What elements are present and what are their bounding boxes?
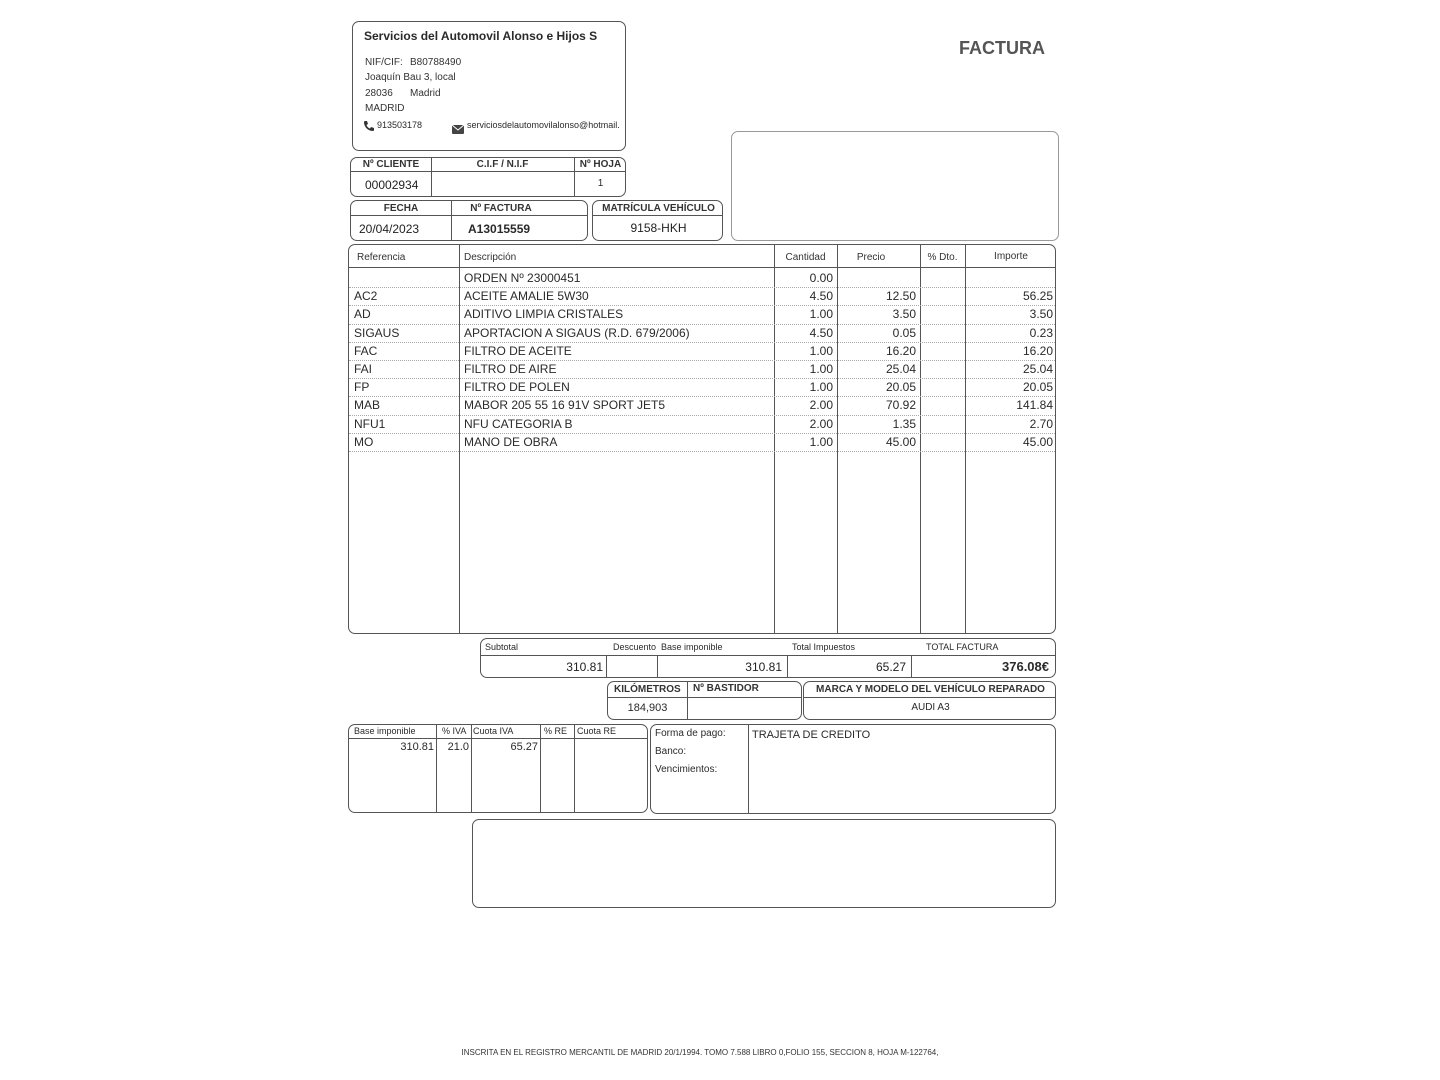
cell-quantity: 2.00 xyxy=(809,416,833,431)
cell-description: MABOR 205 55 16 91V SPORT JET5 xyxy=(464,398,665,413)
cell-reference: FAC xyxy=(354,343,378,358)
cell-description: NFU CATEGORIA B xyxy=(464,416,573,431)
recipient-box xyxy=(731,131,1059,241)
cell-reference: FP xyxy=(354,380,370,395)
cell-price: 12.50 xyxy=(885,289,916,304)
cell-reference: NFU1 xyxy=(354,416,386,431)
cell-price: 16.20 xyxy=(885,343,916,358)
cell-reference: SIGAUS xyxy=(354,325,400,340)
notes-box xyxy=(472,819,1056,908)
company-phone: 913503178 xyxy=(377,120,423,130)
total-header: TOTAL FACTURA xyxy=(926,642,999,652)
model-header: MARCA Y MODELO DEL VEHÍCULO REPARADO xyxy=(816,684,1045,695)
subtotal-header: Subtotal xyxy=(485,642,519,652)
cell-description: ADITIVO LIMPIA CRISTALES xyxy=(464,307,624,322)
client-number: 00002934 xyxy=(365,178,419,192)
invoice-box xyxy=(350,200,588,241)
company-name: Servicios del Automovil Alonso e Hijos S xyxy=(364,29,598,43)
invoice-number-header: Nº FACTURA xyxy=(470,203,532,214)
company-nif-label: NIF/CIF: xyxy=(365,57,403,68)
tax-quota-value: 65.27 xyxy=(510,741,538,753)
cell-description: ORDEN Nº 23000451 xyxy=(464,271,581,285)
cell-description: MANO DE OBRA xyxy=(464,434,558,449)
cell-price: 25.04 xyxy=(885,362,916,376)
tax-iva-header: % IVA xyxy=(442,726,467,736)
cell-quantity: 1.00 xyxy=(809,362,833,376)
payment-box xyxy=(650,724,1056,814)
tax-iva-value: 21.0 xyxy=(447,741,469,753)
cell-amount: 3.50 xyxy=(1029,307,1053,322)
tax-quota-re-header: Cuota RE xyxy=(577,726,617,736)
client-sheet-header: Nº HOJA xyxy=(579,159,622,170)
registry-footer: INSCRITA EN EL REGISTRO MERCANTIL DE MADRID 20/1/1994. TOMO 7.588 LIBRO 0,FOLIO 155, SECCION 8, HOJA M-122764, xyxy=(461,1048,939,1057)
header-quantity: Cantidad xyxy=(785,252,826,263)
cell-quantity: 1.00 xyxy=(809,434,833,449)
base-value: 310.81 xyxy=(745,660,782,674)
company-province: MADRID xyxy=(365,103,405,114)
cell-description: APORTACION A SIGAUS (R.D. 679/2006) xyxy=(464,325,690,340)
mileage-box xyxy=(607,681,802,720)
company-box xyxy=(352,21,626,151)
row-separator xyxy=(349,396,1055,397)
client-cif-header: C.I.F / N.I.F xyxy=(476,159,529,170)
plate-value: 9158-HKH xyxy=(630,221,687,235)
company-email: serviciosdelautomovilalonso@hotmail. xyxy=(467,120,620,130)
phone-icon xyxy=(363,119,375,137)
row-separator xyxy=(349,342,1055,343)
header-description: Descripción xyxy=(464,252,517,263)
row-separator xyxy=(349,360,1055,361)
client-sheet: 1 xyxy=(597,178,604,189)
cell-description: FILTRO DE ACEITE xyxy=(464,343,572,358)
cell-description: FILTRO DE AIRE xyxy=(464,362,557,376)
company-nif: B80788490 xyxy=(410,57,462,68)
cell-amount: 0.23 xyxy=(1029,325,1053,340)
tax-box xyxy=(348,724,648,813)
cell-price: 20.05 xyxy=(885,380,916,395)
row-separator xyxy=(349,378,1055,379)
cell-price: 3.50 xyxy=(892,307,916,322)
taxes-header: Total Impuestos xyxy=(792,642,856,652)
row-separator xyxy=(349,287,1055,288)
row-separator xyxy=(349,415,1055,416)
cell-quantity: 4.50 xyxy=(809,289,833,304)
plate-header: MATRÍCULA VEHÍCULO xyxy=(602,203,715,214)
row-separator xyxy=(349,433,1055,434)
cell-price: 70.92 xyxy=(885,398,916,413)
cell-amount: 56.25 xyxy=(1022,289,1053,304)
document-title: FACTURA xyxy=(959,38,1045,58)
row-separator xyxy=(349,324,1055,325)
row-separator xyxy=(349,451,1055,452)
cell-amount: 16.20 xyxy=(1022,343,1053,358)
invoice-number: A13015559 xyxy=(468,222,531,236)
plate-box xyxy=(592,200,723,241)
email-icon xyxy=(452,121,464,139)
cell-reference: AD xyxy=(354,307,371,322)
payment-due-label: Vencimientos: xyxy=(655,764,718,775)
payment-method-value: TRAJETA DE CREDITO xyxy=(752,729,871,741)
chassis-header: Nº BASTIDOR xyxy=(693,683,759,694)
row-separator xyxy=(349,305,1055,306)
company-address: Joaquín Bau 3, local xyxy=(365,72,456,83)
tax-base-header: Base imponible xyxy=(354,726,416,736)
cell-quantity: 4.50 xyxy=(809,325,833,340)
base-header: Base imponible xyxy=(661,642,723,652)
cell-amount: 25.04 xyxy=(1022,362,1053,376)
header-price: Precio xyxy=(856,252,886,263)
cell-quantity: 1.00 xyxy=(809,380,833,395)
cell-reference: MAB xyxy=(354,398,381,413)
cell-reference: MO xyxy=(354,434,374,449)
header-amount: Importe xyxy=(994,251,1028,262)
cell-price: 0.05 xyxy=(892,325,916,340)
payment-bank-label: Banco: xyxy=(655,746,687,757)
cell-quantity: 0.00 xyxy=(809,271,833,285)
payment-method-label: Forma de pago: xyxy=(655,728,726,739)
tax-re-header: % RE xyxy=(544,726,568,736)
model-value: AUDI A3 xyxy=(911,702,950,713)
subtotal-value: 310.81 xyxy=(566,660,603,674)
cell-quantity: 1.00 xyxy=(809,307,833,322)
model-box xyxy=(803,681,1056,720)
cell-amount: 141.84 xyxy=(1016,398,1053,413)
cell-reference: AC2 xyxy=(354,289,378,304)
km-header: KILÓMETROS xyxy=(614,684,681,695)
company-city: Madrid xyxy=(410,88,441,99)
tax-base-value: 310.81 xyxy=(400,741,434,753)
totals-box xyxy=(480,638,1056,678)
header-reference: Referencia xyxy=(357,252,406,263)
cell-reference: FAI xyxy=(354,362,373,376)
client-box xyxy=(350,157,626,197)
client-number-header: Nº CLIENTE xyxy=(362,159,420,170)
cell-price: 45.00 xyxy=(885,434,916,449)
cell-description: FILTRO DE POLEN xyxy=(464,380,570,395)
discount-header: Descuento xyxy=(613,642,657,652)
cell-description: ACEITE AMALIE 5W30 xyxy=(464,289,589,304)
cell-quantity: 2.00 xyxy=(809,398,833,413)
items-table xyxy=(348,244,1056,634)
taxes-value: 65.27 xyxy=(875,660,906,674)
invoice-date: 20/04/2023 xyxy=(359,222,420,236)
cell-amount: 20.05 xyxy=(1022,380,1053,395)
cell-quantity: 1.00 xyxy=(809,343,833,358)
tax-quota-header: Cuota IVA xyxy=(473,726,514,736)
cell-amount: 2.70 xyxy=(1029,416,1053,431)
total-value: 376.08€ xyxy=(1002,659,1049,674)
cell-amount: 45.00 xyxy=(1022,434,1053,449)
invoice-date-header: FECHA xyxy=(383,203,419,214)
cell-price: 1.35 xyxy=(892,416,916,431)
header-discount: % Dto. xyxy=(927,252,958,263)
company-postal-code: 28036 xyxy=(365,88,393,99)
km-value: 184,903 xyxy=(627,702,668,714)
